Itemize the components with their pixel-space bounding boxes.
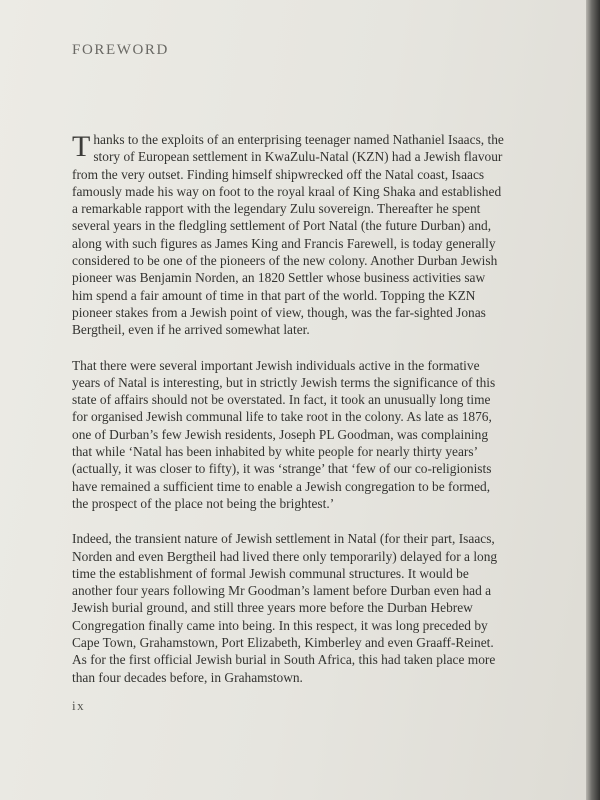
paragraph-1-text: hanks to the exploits of an enterprising teenager named Nathaniel Isaacs, the story of European settlement in KwaZulu-Natal (KZN) had a Jewish flavour from the very outset. Finding himself shipwrecked off the Natal coast, Isaacs famously made his way on foot to the royal kraal of King Shaka and established a remarkable rapport with the legendary Zulu sovereign. Thereafter he spent several years in the fledgling settlement of Port Natal (the future Durban) and, along with such figures as James King and Francis Farewell, is today generally considered to be one of the pioneers of the new colony. Another Durban Jewish pioneer was Benjamin Norden, an 1820 Settler whose business activities saw him spend a fair amount of time in that part of the world. Topping the KZN pioneer stakes from a Jewish point of view, though, was the far-sighted Jonas Bergtheil, even if he arrived somewhat later.: [72, 132, 504, 338]
foreword-body: [72, 131, 506, 704]
page-number: ix: [72, 698, 86, 713]
paragraph-2: That there were several important Jewish individuals active in the formative years of Natal is interesting, but in strictly Jewish terms the significance of this state of affairs should not be overstated. In fact, it took an unusually long time for organised Jewish communal life to take root in the colony. As late as 1876, one of Durban’s few Jewish residents, Joseph PL Goodman, was complaining that while ‘Natal has been inhabited by white people for nearly thirty years’ (actually, it was closer to fifty), it was ‘strange’ that ‘few of our co-religionists have remained a sufficient time to enable a Jewish congregation to be formed, the prospect of the place not being the brightest.’: [72, 357, 496, 511]
drop-cap: T: [72, 130, 91, 163]
paragraph-1: [72, 131, 506, 339]
page-edge-shadow: [586, 0, 600, 800]
paragraph-3: Indeed, the transient nature of Jewish settlement in Natal (for their part, Isaacs, Norden and even Bergtheil had lived there only temporarily) delayed for a long time the establishment of formal Jewish communal structures. It would be another four years following Mr Goodman’s lament before Durban even had a Jewish burial ground, and still three years more before the Durban Hebrew Congregation finally came into being. In this respect, it was long preceded by Cape Town, Grahamstown, Port Elizabeth, Kimberley and even Graaff-Reinet. As for the first official Jewish burial in South Africa, this had taken place more than four decades before, in Grahamstown.: [72, 531, 498, 685]
page-heading: FOREWORD: [72, 42, 169, 58]
